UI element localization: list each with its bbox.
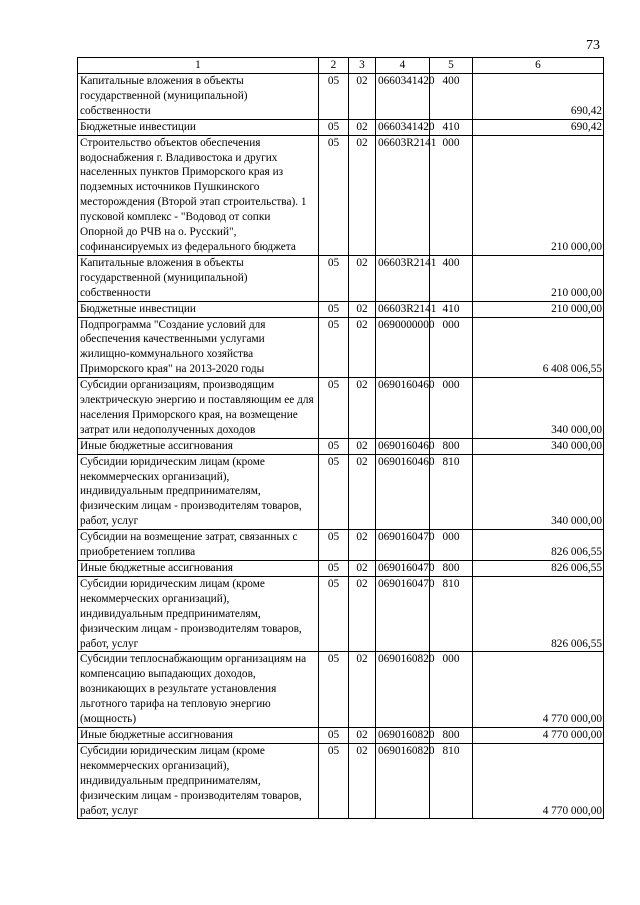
table-row (78, 652, 604, 728)
row-subsection: 02 (349, 652, 376, 728)
table-row (78, 119, 604, 135)
row-expense-type: 410 (430, 301, 473, 317)
row-subsection: 02 (349, 454, 376, 530)
row-target-article: 06603R2141 (376, 301, 430, 317)
row-section: 05 (319, 530, 349, 561)
row-target-article: 0690160470 (376, 561, 430, 577)
row-subsection: 02 (349, 561, 376, 577)
row-name: Субсидии юридическим лицам (кроме некоммерческих организаций), индивидуальным предпринимателям, физическим лицам - производителям товаров, работ, услуг (78, 576, 319, 652)
row-name: Бюджетные инвестиции (78, 301, 319, 317)
row-section: 05 (319, 652, 349, 728)
row-target-article: 0690160460 (376, 454, 430, 530)
row-subsection: 02 (349, 301, 376, 317)
table-row (78, 438, 604, 454)
row-target-article: 06603R2141 (376, 135, 430, 255)
header-row (78, 58, 604, 74)
row-name: Подпрограмма "Создание условий для обеспечения качественными услугами жилищно-коммунального хозяйства Приморского края" на 2013-2020 годы (78, 317, 319, 378)
row-name: Иные бюджетные ассигнования (78, 438, 319, 454)
row-expense-type: 800 (430, 438, 473, 454)
table-row (78, 74, 604, 120)
row-section: 05 (319, 74, 349, 120)
table-row (78, 454, 604, 530)
row-target-article: 0690160820 (376, 652, 430, 728)
row-expense-type: 810 (430, 576, 473, 652)
table-row (78, 561, 604, 577)
row-subsection: 02 (349, 727, 376, 743)
row-amount: 340 000,00 (473, 378, 604, 439)
row-amount: 4 770 000,00 (473, 727, 604, 743)
row-section: 05 (319, 255, 349, 301)
row-amount: 340 000,00 (473, 438, 604, 454)
row-amount: 826 006,55 (473, 561, 604, 577)
row-name: Бюджетные инвестиции (78, 119, 319, 135)
row-section: 05 (319, 576, 349, 652)
row-subsection: 02 (349, 743, 376, 819)
table-row (78, 378, 604, 439)
row-amount: 690,42 (473, 74, 604, 120)
row-section: 05 (319, 317, 349, 378)
table-row (78, 576, 604, 652)
row-expense-type: 410 (430, 119, 473, 135)
table-row (78, 530, 604, 561)
row-expense-type: 800 (430, 727, 473, 743)
row-name: Иные бюджетные ассигнования (78, 727, 319, 743)
row-amount: 210 000,00 (473, 135, 604, 255)
row-subsection: 02 (349, 438, 376, 454)
header-cell: 6 (473, 58, 604, 74)
row-section: 05 (319, 454, 349, 530)
row-section: 05 (319, 727, 349, 743)
row-expense-type: 000 (430, 135, 473, 255)
row-subsection: 02 (349, 317, 376, 378)
table-row (78, 301, 604, 317)
row-target-article: 0690160460 (376, 378, 430, 439)
row-subsection: 02 (349, 255, 376, 301)
row-target-article: 0690160470 (376, 576, 430, 652)
row-target-article: 0690160820 (376, 727, 430, 743)
row-target-article: 06603R2141 (376, 255, 430, 301)
row-expense-type: 400 (430, 255, 473, 301)
row-subsection: 02 (349, 378, 376, 439)
row-subsection: 02 (349, 576, 376, 652)
header-cell: 4 (376, 58, 430, 74)
row-name: Субсидии юридическим лицам (кроме некоммерческих организаций), индивидуальным предпринимателям, физическим лицам - производителям товаров, работ, услуг (78, 454, 319, 530)
table-row (78, 743, 604, 819)
table-row (78, 135, 604, 255)
row-expense-type: 810 (430, 743, 473, 819)
row-subsection: 02 (349, 135, 376, 255)
header-cell: 1 (78, 58, 319, 74)
header-cell: 3 (349, 58, 376, 74)
table-row (78, 255, 604, 301)
row-name: Капитальные вложения в объекты государственной (муниципальной) собственности (78, 74, 319, 120)
row-expense-type: 800 (430, 561, 473, 577)
row-expense-type: 000 (430, 530, 473, 561)
table-row (78, 727, 604, 743)
row-expense-type: 000 (430, 317, 473, 378)
row-section: 05 (319, 119, 349, 135)
row-target-article: 0690160460 (376, 438, 430, 454)
row-amount: 4 770 000,00 (473, 743, 604, 819)
row-name: Капитальные вложения в объекты государственной (муниципальной) собственности (78, 255, 319, 301)
row-name: Строительство объектов обеспечения водоснабжения г. Владивостока и других населенных пунктов Приморского края из подземных источников Пушкинского месторождения (Второй этап строительства). 1 пусковой комплекс - "Водовод от сопки Опорной до РЧВ на о. Русский", софинансируемых из федерального бюджета (78, 135, 319, 255)
row-name: Иные бюджетные ассигнования (78, 561, 319, 577)
budget-table (77, 57, 604, 819)
row-amount: 826 006,55 (473, 576, 604, 652)
row-section: 05 (319, 378, 349, 439)
header-cell: 5 (430, 58, 473, 74)
row-subsection: 02 (349, 74, 376, 120)
row-amount: 6 408 006,55 (473, 317, 604, 378)
row-section: 05 (319, 135, 349, 255)
page-number: 73 (586, 38, 600, 53)
row-target-article: 0690000000 (376, 317, 430, 378)
row-name: Субсидии теплоснабжающим организациям на компенсацию выпадающих доходов, возникающих в результате установления льготного тарифа на тепловую энергию (мощность) (78, 652, 319, 728)
row-amount: 210 000,00 (473, 301, 604, 317)
row-subsection: 02 (349, 119, 376, 135)
row-section: 05 (319, 743, 349, 819)
row-amount: 4 770 000,00 (473, 652, 604, 728)
row-amount: 340 000,00 (473, 454, 604, 530)
row-expense-type: 000 (430, 652, 473, 728)
row-target-article: 0660341420 (376, 119, 430, 135)
row-amount: 826 006,55 (473, 530, 604, 561)
row-expense-type: 400 (430, 74, 473, 120)
row-section: 05 (319, 561, 349, 577)
row-target-article: 0690160470 (376, 530, 430, 561)
table-row (78, 317, 604, 378)
row-subsection: 02 (349, 530, 376, 561)
row-amount: 690,42 (473, 119, 604, 135)
row-target-article: 0690160820 (376, 743, 430, 819)
row-section: 05 (319, 301, 349, 317)
row-target-article: 0660341420 (376, 74, 430, 120)
row-name: Субсидии на возмещение затрат, связанных с приобретением топлива (78, 530, 319, 561)
row-expense-type: 810 (430, 454, 473, 530)
row-expense-type: 000 (430, 378, 473, 439)
row-name: Субсидии юридическим лицам (кроме некоммерческих организаций), индивидуальным предпринимателям, физическим лицам - производителям товаров, работ, услуг (78, 743, 319, 819)
row-section: 05 (319, 438, 349, 454)
row-name: Субсидии организациям, производящим электрическую энергию и поставляющим ее для населения Приморского края, на возмещение затрат или недополученных доходов (78, 378, 319, 439)
row-amount: 210 000,00 (473, 255, 604, 301)
header-cell: 2 (319, 58, 349, 74)
